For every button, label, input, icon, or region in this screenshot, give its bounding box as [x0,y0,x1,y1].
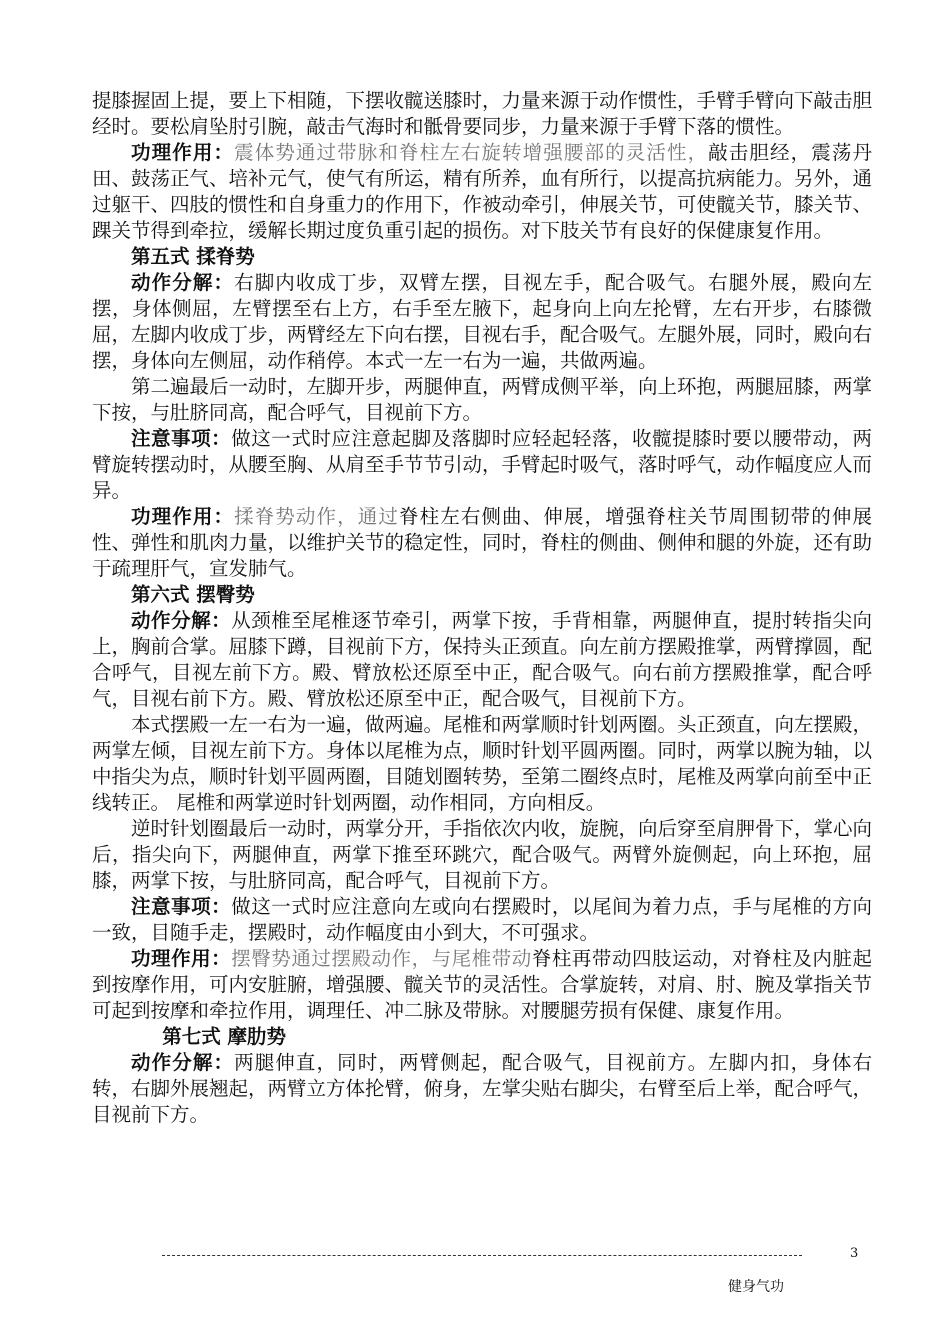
paragraph-movement-breakdown-5 [92,270,872,374]
paragraph-movement-breakdown-7 [92,1050,872,1128]
paragraph-cautions-6 [92,894,872,946]
paragraph-movement-notes: 提膝握固上提，要上下相随，下摆收髋送膝时，力量来源于动作惯性，手臂手臂向下敲击胆经时。要松肩坠肘引腕，敲击气海时和骶骨要同步，力量来源于手臂下落的惯性。 [92,89,873,138]
body-text: 做这一式时应注意起脚及落脚时应轻起轻落，收髋提膝时要以腰带动，两臂旋转摆动时，从腰至胸、从肩至手节节引动，手臂起时吸气，落时呼气，动作幅度应人而异。 [92,427,873,502]
section-label: 功理作用： [131,947,232,970]
body-text: 两腿伸直，同时，两臂侧起，配合吸气，目视前方。左脚内扣，身体右转，右脚外展翘起，两臂立方体抡臂，俯身，左掌尖贴右脚尖，右臂至后上举，配合呼气，目视前下方。 [92,1051,873,1126]
paragraph-function-effect-6 [92,946,872,1024]
paragraph-second-pass: 第二遍最后一动时，左脚开步，两腿伸直，两臂成侧平举，向上环抱，两腿屈膝，两掌下按，与肚脐同高，配合呼气，目视前下方。 [92,375,873,424]
heading-fifth-form: 第五式 揉脊势 [131,245,255,268]
section-label: 动作分解： [131,1051,235,1074]
section-label: 功理作用： [131,141,235,164]
document-body [92,88,872,1128]
highlighted-text: 揉脊势动作，通过 [234,505,399,528]
section-label: 动作分解： [131,609,232,632]
body-text: 从颈椎至尾椎逐节牵引，两掌下按，手背相靠，两腿伸直，提肘转指尖向上，胸前合掌。屈膝下蹲，目视前下方，保持头正颈直。向左前方摆殿推掌，两臂撑圆，配合呼气，目视左前下方。殿、臂放松还原至中正，配合吸气。向右前方摆殿推掌，配合呼气，目视右前下方。殿、臂放松还原至中正，配合吸气，目视前下方。 [92,609,873,710]
highlighted-text: 震体势通过带脉和脊柱左右旋转增强腰部的灵活性， [234,141,709,164]
body-text: 脊柱左右侧曲、伸展，增强脊柱关节周围韧带的伸展性、弹性和肌肉力量，以维护关节的稳定性，同时，脊柱的侧曲、侧伸和腿的外旋，还有助于疏理肝气，宣发肺气。 [92,505,873,580]
paragraph-movement-breakdown-6 [92,608,872,712]
highlighted-text: 摆臀势通过摆殿动作，与尾椎带动 [231,947,532,970]
heading-seventh-form: 第七式 摩肋势 [162,1025,286,1048]
section-label: 动作分解： [131,271,235,294]
body-text: 脊柱再带动四肢运动，对脊柱及内脏起到按摩作用，可内安脏腑，增强腰、髋关节的灵活性。合掌旋转，对肩、肘、腕及掌指关节可起到按摩和牵拉作用，调理任、冲二脉及带脉。对腰腿劳损有保健、康复作用。 [92,947,873,1022]
footer-title: 健身气功 [728,1279,784,1295]
body-text: 做这一式时应注意向左或向右摆殿时，以尾间为着力点，手与尾椎的方向一致，目随手走，摆殿时，动作幅度由小到大，不可强求。 [92,895,872,944]
section-label: 功理作用： [131,505,235,528]
section-label: 注意事项： [131,895,232,918]
paragraph-circle-clockwise: 本式摆殿一左一右为一遍，做两遍。尾椎和两掌顺时针划两圈。头正颈直，向左摆殿，两掌左倾，目视左前下方。身体以尾椎为点，顺时针划平圆两圈。同时，两掌以腕为轴，以中指尖为点，顺时针划平圆两圈，目随划圈转势，至第二圈终点时，尾椎及两掌向前至中正线转正。 尾椎和两掌逆时针划两圈，动作相同，方向相反。 [92,713,873,814]
heading-sixth-form: 第六式 摆臀势 [131,583,255,606]
section-label: 注意事项： [131,427,232,450]
footer-divider [162,1255,802,1256]
body-text: 右脚内收成丁步，双臂左摆，目视左手，配合吸气。右腿外展，殿向左摆，身体侧屈，左臂摆至右上方，右手至左腋下，起身向上向左抡臂，左右开步，右膝微屈，左脚内收成丁步，两臂经左下向右摆，目视右手，配合吸气。左腿外展，同时，殿向右摆，身体向左侧屈，动作稍停。本式一左一右为一遍，共做两遍。 [92,271,873,372]
paragraph-function-effect-5 [92,504,872,582]
paragraph-circle-counterclockwise: 逆时针划圈最后一动时，两掌分开，手指依次内收，旋腕，向后穿至肩胛骨下，掌心向后，指尖向下，两腿伸直，两掌下推至环跳穴，配合吸气。两臂外旋侧起，向上环抱，屈膝，两掌下按，与肚脐同高，配合呼气，目视前下方。 [92,817,873,892]
paragraph-cautions-5 [92,426,872,504]
paragraph-function-effect-1 [92,140,872,244]
body-text: 敲击胆经，震荡丹田、鼓荡正气、培补元气，使气有所运，精有所养，血有所行，以提高抗病能力。另外，通过躯干、四肢的惯性和自身重力的作用下，作被动牵引，伸展关节，可使髋关节，膝关节、踝关节得到牵拉，缓解长期过度负重引起的损伤。对下肢关节有良好的保健康复作用。 [92,141,873,242]
page-number: 3 [850,1246,859,1261]
